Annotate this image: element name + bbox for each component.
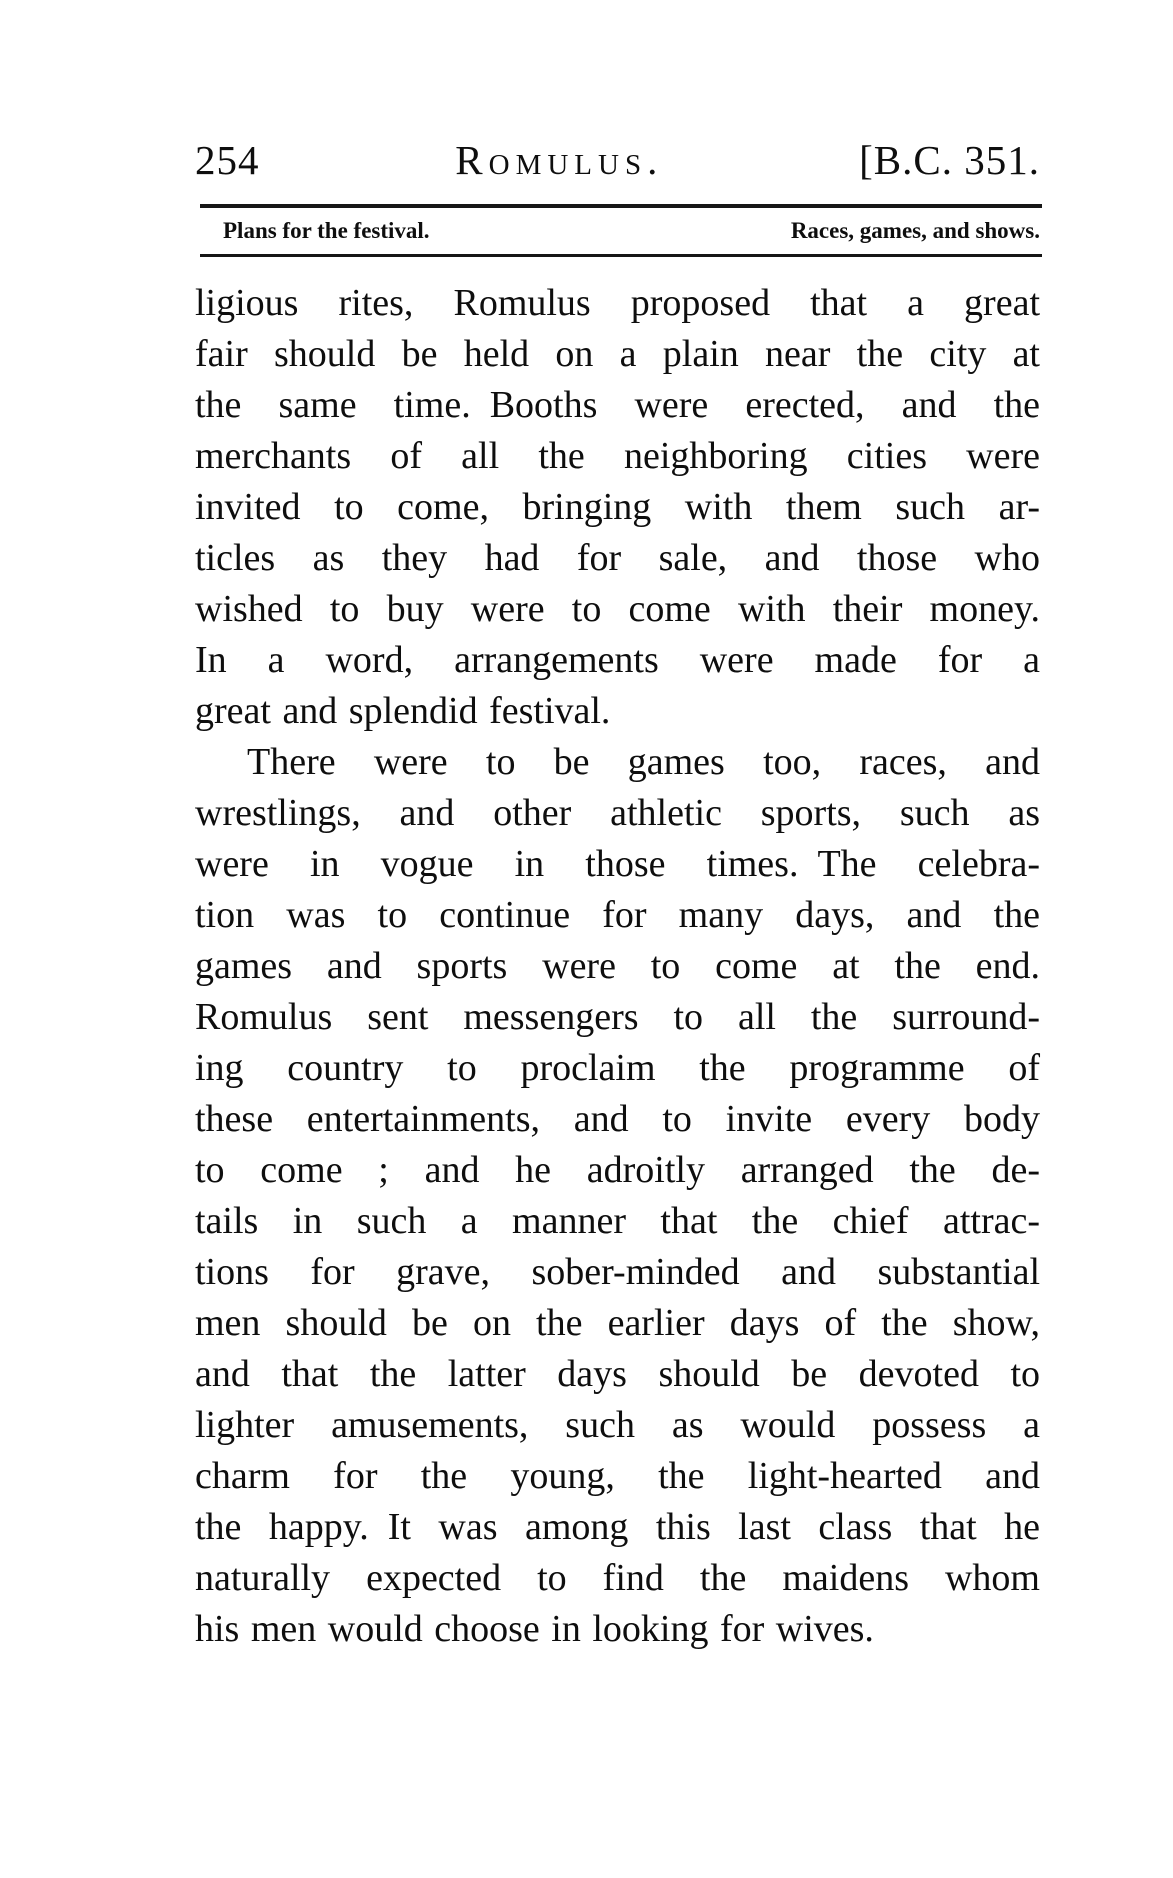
- text-line: ing country to proclaim the programme of: [195, 1047, 1040, 1089]
- page-number: 254: [195, 137, 260, 183]
- text-line: tion was to continue for many days, and the: [195, 894, 1040, 936]
- text-line: games and sports were to come at the end.: [195, 945, 1040, 987]
- header-rule-top: [200, 204, 1042, 208]
- text-line: to come ; and he adroitly arranged the de-: [195, 1149, 1040, 1191]
- date-marker: [B.C. 351.: [859, 137, 1040, 183]
- text-line: wished to buy were to come with their money.: [195, 588, 1040, 630]
- text-line: his men would choose in looking for wives.: [195, 1608, 874, 1650]
- text-line: were in vogue in those times. The celebra-: [195, 843, 1040, 885]
- body-text: [195, 278, 1040, 1655]
- text-line: naturally expected to find the maidens whom: [195, 1557, 1040, 1599]
- text-line: the happy. It was among this last class that he: [195, 1506, 1040, 1548]
- text-line: and that the latter days should be devoted to: [195, 1353, 1040, 1395]
- text-line: merchants of all the neighboring cities were: [195, 435, 1040, 477]
- text-line: tions for grave, sober-minded and substantial: [195, 1251, 1040, 1293]
- text-line: these entertainments, and to invite every body: [195, 1098, 1040, 1140]
- page-header: [195, 136, 1040, 184]
- text-line: invited to come, bringing with them such ar-: [195, 486, 1040, 528]
- running-title: Romulus.: [455, 137, 664, 183]
- text-line: ticles as they had for sale, and those who: [195, 537, 1040, 579]
- text-line: wrestlings, and other athletic sports, such as: [195, 792, 1040, 834]
- text-line: the same time. Booths were erected, and the: [195, 384, 1040, 426]
- text-line: fair should be held on a plain near the city at: [195, 333, 1040, 375]
- running-head-right: Races, games, and shows.: [790, 218, 1040, 243]
- text-line: tails in such a manner that the chief attrac-: [195, 1200, 1040, 1242]
- running-head-left: Plans for the festival.: [223, 218, 430, 243]
- text-line: men should be on the earlier days of the show,: [195, 1302, 1040, 1344]
- running-heads: [195, 212, 1040, 250]
- text-line: great and splendid festival.: [195, 690, 611, 732]
- header-rule-bottom: [200, 254, 1042, 257]
- text-line: lighter amusements, such as would possess a: [195, 1404, 1040, 1446]
- text-line: Romulus sent messengers to all the surround-: [195, 996, 1040, 1038]
- text-line: charm for the young, the light-hearted and: [195, 1455, 1040, 1497]
- text-line: ligious rites, Romulus proposed that a great: [195, 282, 1040, 324]
- text-line: In a word, arrangements were made for a: [195, 639, 1040, 681]
- text-line: There were to be games too, races, and: [247, 741, 1040, 783]
